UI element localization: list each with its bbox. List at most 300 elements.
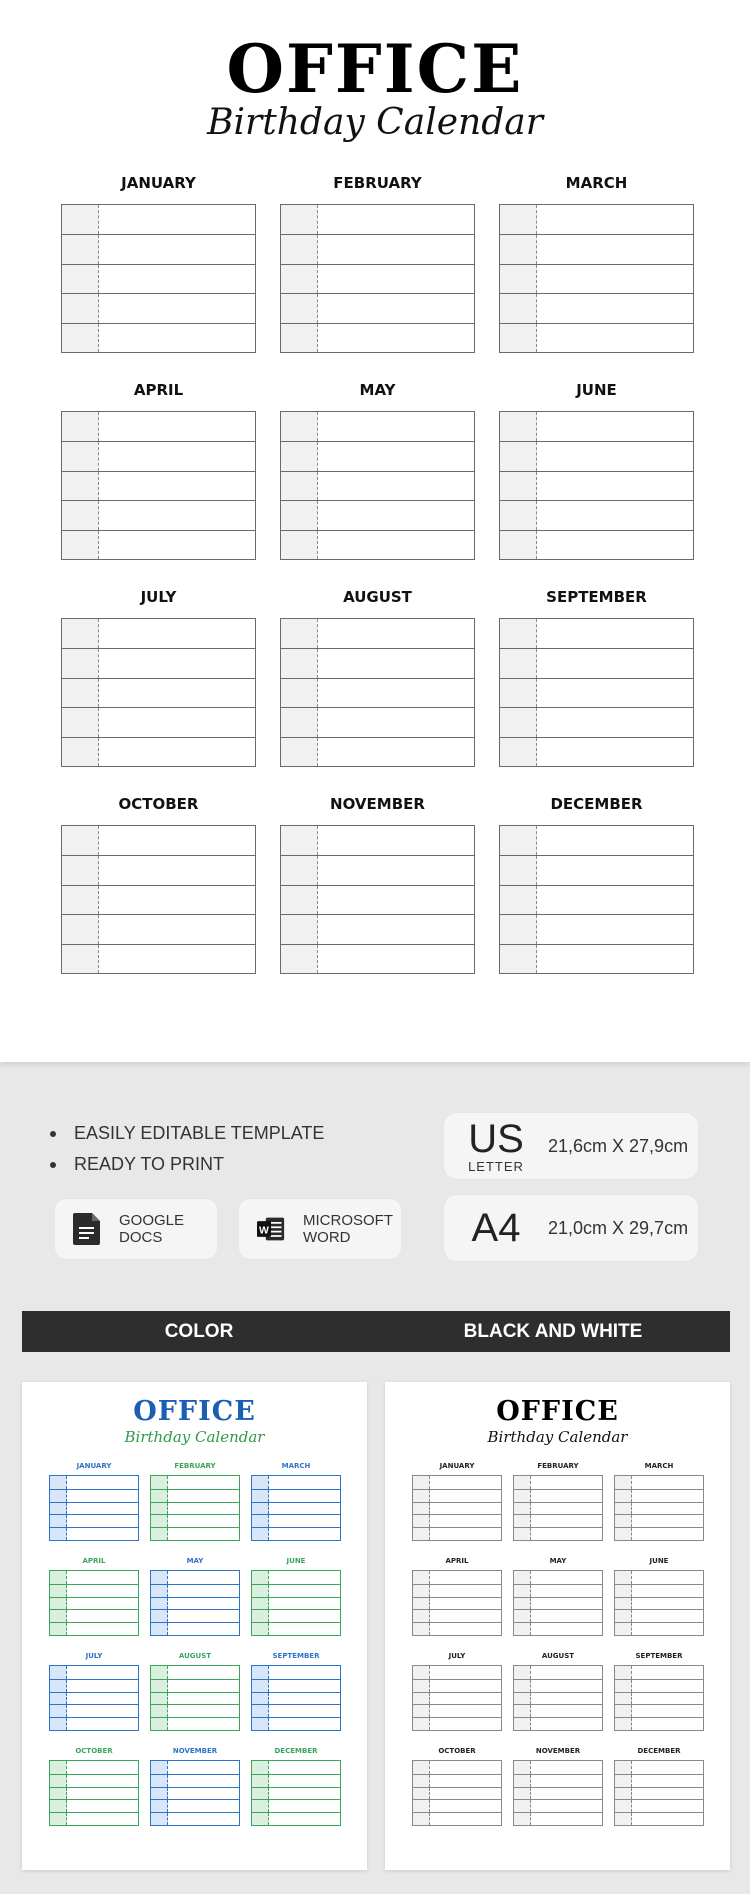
preview-date-cell (50, 1800, 67, 1812)
table-row (500, 944, 693, 973)
preview-date-cell (514, 1718, 531, 1730)
preview-date-cell (514, 1528, 531, 1540)
preview-date-cell (151, 1515, 168, 1527)
preview-date-cell (413, 1476, 430, 1489)
name-cell (318, 619, 474, 648)
birthday-table (280, 204, 475, 353)
preview-date-cell (252, 1503, 269, 1515)
preview-date-cell (151, 1623, 168, 1635)
name-cell (99, 886, 255, 914)
color-preview (22, 1382, 367, 1870)
name-cell (318, 294, 474, 322)
table-row (281, 885, 474, 914)
size-dimensions: 21,6cm X 27,9cm (548, 1135, 689, 1156)
preview-row (514, 1597, 602, 1610)
preview-table (251, 1760, 341, 1826)
preview-row (151, 1622, 239, 1635)
name-cell (537, 915, 693, 943)
table-row (500, 264, 693, 293)
date-cell (500, 472, 537, 500)
google-docs-icon (73, 1213, 101, 1245)
date-cell (62, 205, 99, 234)
month-block (61, 379, 256, 560)
color-version-label: COLOR (164, 1321, 234, 1342)
table-row (62, 619, 255, 648)
date-cell (62, 501, 99, 529)
preview-row (252, 1774, 340, 1787)
month-name: FEBRUARY (333, 174, 422, 192)
date-cell (500, 442, 537, 470)
table-row (281, 707, 474, 736)
name-cell (318, 442, 474, 470)
preview-date-cell (252, 1585, 269, 1597)
preview-row (50, 1476, 138, 1489)
date-cell (281, 708, 318, 736)
preview-row (615, 1489, 703, 1502)
date-cell (62, 708, 99, 736)
preview-row (252, 1571, 340, 1584)
preview-row (252, 1622, 340, 1635)
date-cell (62, 945, 99, 973)
name-cell (99, 915, 255, 943)
name-cell (537, 886, 693, 914)
birthday-table (280, 618, 475, 767)
preview-row (252, 1812, 340, 1825)
preview-month-block (412, 1462, 502, 1541)
preview-date-cell (252, 1705, 269, 1717)
preview-month-name: AUGUST (178, 1652, 212, 1660)
preview-date-cell (252, 1788, 269, 1800)
preview-date-cell (252, 1515, 269, 1527)
preview-date-cell (50, 1680, 67, 1692)
preview-subtitle: Birthday Calendar (124, 1428, 265, 1446)
preview-table (49, 1760, 139, 1826)
preview-month-block (49, 1557, 139, 1636)
date-cell (500, 294, 537, 322)
preview-row (514, 1527, 602, 1540)
preview-date-cell (615, 1800, 632, 1812)
preview-row (615, 1692, 703, 1705)
a4-size-card (443, 1194, 699, 1262)
table-row (62, 914, 255, 943)
preview-date-cell (514, 1571, 531, 1584)
preview-month-block (150, 1747, 240, 1826)
preview-date-cell (50, 1775, 67, 1787)
preview-row (151, 1666, 239, 1679)
preview-date-cell (413, 1705, 430, 1717)
preview-date-cell (151, 1775, 168, 1787)
table-row (62, 885, 255, 914)
preview-date-cell (514, 1585, 531, 1597)
preview-row (514, 1774, 602, 1787)
preview-date-cell (151, 1718, 168, 1730)
table-row (500, 914, 693, 943)
preview-table (49, 1475, 139, 1541)
preview-date-cell (615, 1598, 632, 1610)
preview-row (615, 1476, 703, 1489)
date-cell (62, 294, 99, 322)
preview-date-cell (413, 1503, 430, 1515)
preview-row (252, 1761, 340, 1774)
preview-date-cell (514, 1623, 531, 1635)
preview-date-cell (615, 1490, 632, 1502)
preview-date-cell (252, 1490, 269, 1502)
table-row (500, 885, 693, 914)
preview-month-block (251, 1747, 341, 1826)
preview-date-cell (413, 1490, 430, 1502)
name-cell (99, 472, 255, 500)
table-row (500, 234, 693, 263)
month-block (280, 379, 475, 560)
date-cell (62, 472, 99, 500)
preview-row (151, 1679, 239, 1692)
preview-date-cell (151, 1788, 168, 1800)
name-cell (537, 472, 693, 500)
table-row (62, 441, 255, 470)
preview-date-cell (514, 1788, 531, 1800)
name-cell (537, 205, 693, 234)
date-cell (62, 649, 99, 677)
preview-date-cell (615, 1515, 632, 1527)
size-name: LETTER (468, 1158, 524, 1174)
name-cell (318, 856, 474, 884)
preview-row (50, 1502, 138, 1515)
preview-row (252, 1717, 340, 1730)
table-row (500, 441, 693, 470)
date-cell (62, 265, 99, 293)
preview-month-name: APRIL (82, 1557, 106, 1565)
date-cell (281, 886, 318, 914)
preview-row (50, 1717, 138, 1730)
preview-month-block (513, 1747, 603, 1826)
name-cell (537, 294, 693, 322)
preview-row (252, 1489, 340, 1502)
table-row (500, 323, 693, 352)
preview-row (615, 1679, 703, 1692)
preview-date-cell (151, 1528, 168, 1540)
preview-date-cell (50, 1623, 67, 1635)
name-cell (537, 856, 693, 884)
preview-row (151, 1584, 239, 1597)
preview-month-name: SEPTEMBER (635, 1652, 683, 1660)
preview-table (251, 1570, 341, 1636)
table-row (281, 648, 474, 677)
size-code: US (468, 1116, 524, 1161)
preview-month-name: MARCH (281, 1462, 311, 1470)
table-row (281, 412, 474, 441)
table-row (500, 707, 693, 736)
table-row (62, 500, 255, 529)
name-cell (537, 649, 693, 677)
preview-row (50, 1489, 138, 1502)
table-row (500, 412, 693, 441)
name-cell (99, 294, 255, 322)
preview-row (514, 1666, 602, 1679)
name-cell (318, 412, 474, 441)
preview-row (514, 1502, 602, 1515)
name-cell (537, 324, 693, 352)
name-cell (318, 886, 474, 914)
preview-row (151, 1761, 239, 1774)
preview-date-cell (615, 1705, 632, 1717)
preview-date-cell (50, 1490, 67, 1502)
name-cell (99, 501, 255, 529)
date-cell (500, 826, 537, 855)
preview-date-cell (50, 1503, 67, 1515)
bw-preview (385, 1382, 730, 1870)
preview-table (150, 1760, 240, 1826)
preview-row (50, 1666, 138, 1679)
birthday-table (280, 411, 475, 560)
name-cell (99, 235, 255, 263)
preview-month-name: FEBRUARY (537, 1462, 579, 1470)
birthday-table (499, 411, 694, 560)
preview-table (49, 1665, 139, 1731)
table-row (500, 500, 693, 529)
month-name: APRIL (133, 381, 184, 399)
table-row (62, 707, 255, 736)
table-row (500, 737, 693, 766)
preview-row (413, 1761, 501, 1774)
preview-row (151, 1774, 239, 1787)
preview-row (413, 1666, 501, 1679)
table-row (281, 944, 474, 973)
date-cell (281, 738, 318, 766)
preview-row (151, 1692, 239, 1705)
table-row (62, 205, 255, 234)
preview-date-cell (514, 1693, 531, 1705)
preview-row (50, 1679, 138, 1692)
preview-row (615, 1502, 703, 1515)
preview-date-cell (50, 1585, 67, 1597)
date-cell (281, 856, 318, 884)
preview-date-cell (252, 1775, 269, 1787)
table-row (62, 855, 255, 884)
preview-row (514, 1799, 602, 1812)
preview-table (513, 1475, 603, 1541)
name-cell (537, 619, 693, 648)
preview-date-cell (514, 1775, 531, 1787)
preview-row (151, 1609, 239, 1622)
table-row (281, 264, 474, 293)
name-cell (318, 826, 474, 855)
preview-month-block (513, 1652, 603, 1731)
month-block (499, 172, 694, 353)
preview-date-cell (514, 1666, 531, 1679)
preview-table (150, 1475, 240, 1541)
version-bar (22, 1311, 730, 1352)
preview-row (615, 1799, 703, 1812)
month-name: JULY (140, 588, 177, 606)
date-cell (62, 738, 99, 766)
preview-row (151, 1799, 239, 1812)
preview-date-cell (615, 1788, 632, 1800)
preview-month-block (614, 1652, 704, 1731)
table-row (62, 826, 255, 855)
date-cell (62, 412, 99, 441)
preview-row (413, 1527, 501, 1540)
preview-month-block (49, 1747, 139, 1826)
preview-date-cell (615, 1585, 632, 1597)
date-cell (281, 826, 318, 855)
name-cell (318, 679, 474, 707)
preview-date-cell (151, 1476, 168, 1489)
preview-date-cell (50, 1528, 67, 1540)
preview-row (252, 1527, 340, 1540)
table-row (500, 205, 693, 234)
preview-month-name: JANUARY (439, 1462, 475, 1470)
preview-row (151, 1597, 239, 1610)
name-cell (318, 945, 474, 973)
month-name: MAY (359, 381, 396, 399)
preview-row (615, 1622, 703, 1635)
name-cell (537, 412, 693, 441)
preview-row (151, 1787, 239, 1800)
preview-table (513, 1570, 603, 1636)
month-block (280, 793, 475, 974)
month-block (499, 793, 694, 974)
preview-date-cell (413, 1610, 430, 1622)
name-cell (537, 265, 693, 293)
date-cell (62, 826, 99, 855)
date-cell (500, 915, 537, 943)
preview-date-cell (413, 1571, 430, 1584)
date-cell (62, 235, 99, 263)
date-cell (62, 915, 99, 943)
preview-date-cell (50, 1788, 67, 1800)
app-label-line1: GOOGLE (119, 1212, 185, 1229)
date-cell (62, 886, 99, 914)
month-name: AUGUST (343, 588, 412, 606)
name-cell (537, 738, 693, 766)
preview-date-cell (252, 1623, 269, 1635)
preview-row (615, 1717, 703, 1730)
name-cell (99, 856, 255, 884)
table-row (281, 323, 474, 352)
table-row (281, 826, 474, 855)
table-row (281, 441, 474, 470)
preview-row (50, 1514, 138, 1527)
preview-date-cell (615, 1476, 632, 1489)
table-row (62, 293, 255, 322)
preview-date-cell (151, 1666, 168, 1679)
date-cell (500, 531, 537, 559)
preview-row (615, 1666, 703, 1679)
preview-row (514, 1476, 602, 1489)
preview-row (50, 1704, 138, 1717)
date-cell (281, 472, 318, 500)
table-row (500, 678, 693, 707)
preview-date-cell (252, 1718, 269, 1730)
preview-row (413, 1787, 501, 1800)
date-cell (62, 531, 99, 559)
word-icon (257, 1213, 285, 1245)
preview-date-cell (252, 1528, 269, 1540)
preview-date-cell (252, 1598, 269, 1610)
preview-row (252, 1609, 340, 1622)
date-cell (281, 294, 318, 322)
preview-row (50, 1774, 138, 1787)
date-cell (500, 265, 537, 293)
preview-row (413, 1571, 501, 1584)
preview-date-cell (615, 1718, 632, 1730)
app-label-line2: WORD (303, 1229, 351, 1246)
preview-row (252, 1666, 340, 1679)
preview-date-cell (151, 1610, 168, 1622)
table-row (62, 737, 255, 766)
preview-row (615, 1774, 703, 1787)
preview-month-block (614, 1462, 704, 1541)
preview-month-name: SEPTEMBER (272, 1652, 320, 1660)
preview-date-cell (252, 1571, 269, 1584)
month-name: JANUARY (121, 174, 196, 192)
preview-row (413, 1812, 501, 1825)
preview-row (615, 1527, 703, 1540)
name-cell (99, 442, 255, 470)
birthday-table (61, 204, 256, 353)
preview-date-cell (151, 1680, 168, 1692)
preview-row (514, 1609, 602, 1622)
preview-row (413, 1502, 501, 1515)
preview-row (413, 1514, 501, 1527)
preview-date-cell (50, 1813, 67, 1825)
preview-row (50, 1609, 138, 1622)
preview-month-name: OCTOBER (75, 1747, 113, 1755)
date-cell (500, 856, 537, 884)
preview-row (413, 1692, 501, 1705)
preview-row (151, 1571, 239, 1584)
date-cell (500, 205, 537, 234)
preview-month-name: MARCH (644, 1462, 674, 1470)
date-cell (281, 235, 318, 263)
preview-row (252, 1679, 340, 1692)
month-block (61, 793, 256, 974)
name-cell (537, 531, 693, 559)
table-row (500, 293, 693, 322)
name-cell (318, 649, 474, 677)
date-cell (62, 442, 99, 470)
preview-row (252, 1597, 340, 1610)
table-row (500, 530, 693, 559)
preview-row (252, 1502, 340, 1515)
preview-date-cell (413, 1718, 430, 1730)
preview-month-block (150, 1462, 240, 1541)
preview-date-cell (50, 1693, 67, 1705)
preview-table (251, 1475, 341, 1541)
table-row (500, 855, 693, 884)
preview-date-cell (514, 1800, 531, 1812)
date-cell (500, 945, 537, 973)
date-cell (500, 708, 537, 736)
preview-date-cell (252, 1610, 269, 1622)
date-cell (281, 915, 318, 943)
name-cell (318, 531, 474, 559)
preview-row (514, 1787, 602, 1800)
preview-date-cell (50, 1761, 67, 1774)
preview-row (151, 1489, 239, 1502)
name-cell (99, 265, 255, 293)
preview-date-cell (615, 1571, 632, 1584)
preview-row (514, 1571, 602, 1584)
date-cell (500, 886, 537, 914)
preview-date-cell (413, 1775, 430, 1787)
preview-date-cell (252, 1800, 269, 1812)
preview-date-cell (413, 1693, 430, 1705)
name-cell (99, 708, 255, 736)
preview-month-name: JULY (448, 1652, 466, 1660)
preview-month-block (513, 1462, 603, 1541)
page-subtitle: Birthday Calendar (207, 102, 543, 143)
